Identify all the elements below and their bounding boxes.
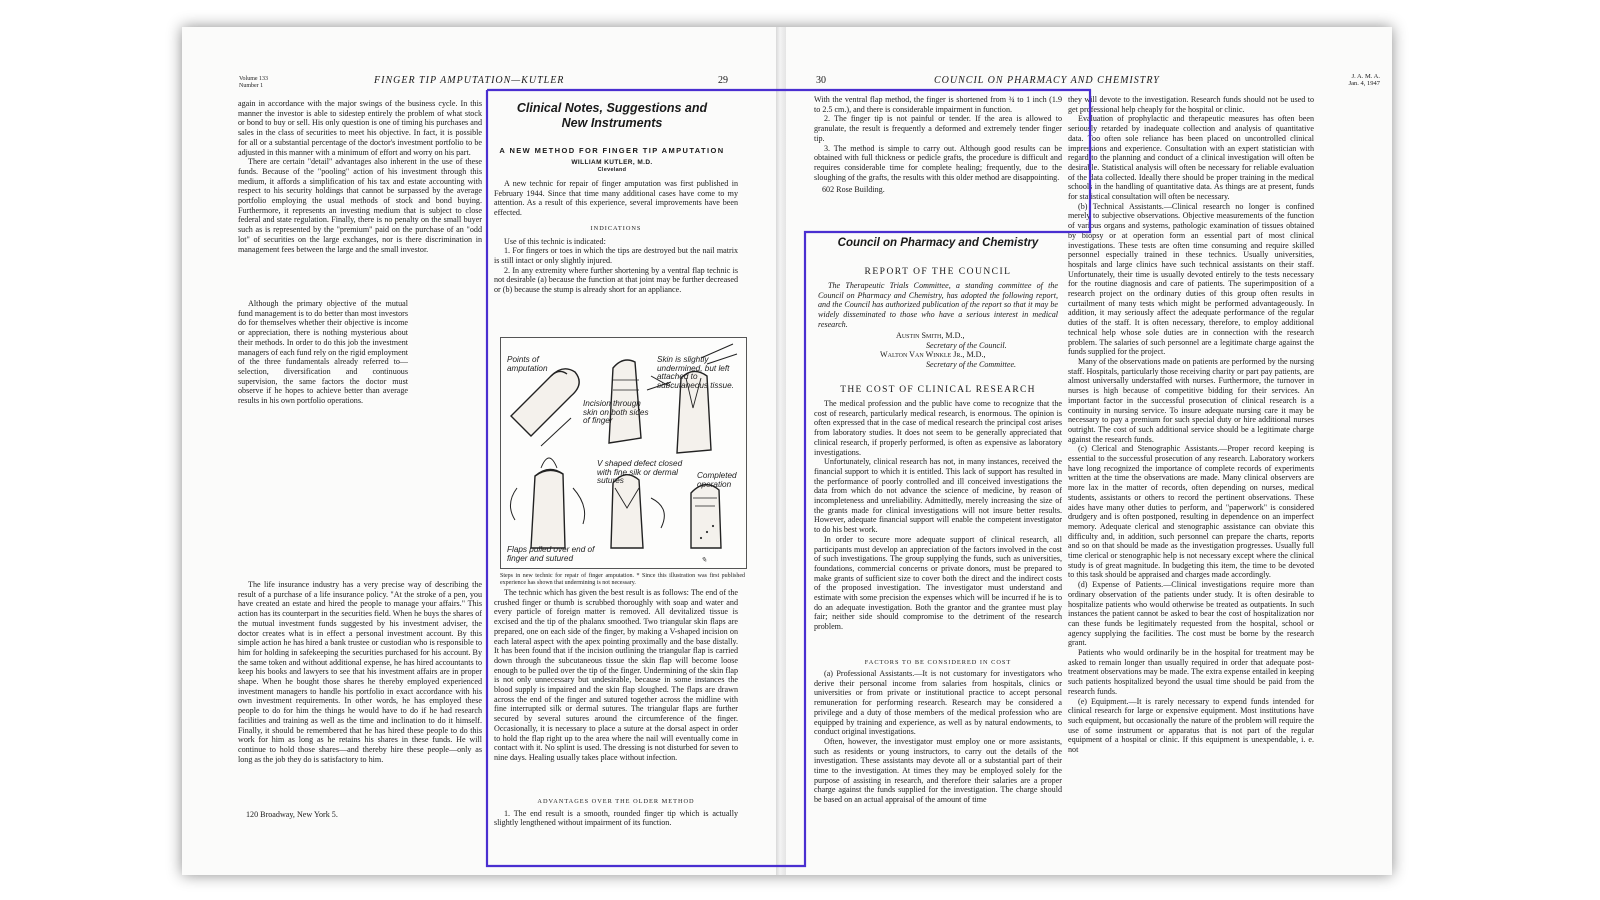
author-address: 120 Broadway, New York 5. [246,810,338,819]
rose-address: 602 Rose Building. [822,185,885,195]
cost-column [814,399,1062,657]
indication-item: 2. In any extremity where further shortening by a ventral flap technic is not desirable (a) because the function at that joint may be further decreased or (b) because the stump is already short for an appliance. [494,265,738,295]
factor-a: (a) Professional Assistants.—It is not customary for investigators who derive their personal income from salaries from hospitals, clinics or universities or from private or institutional practice to accept personal remuneration for performing research. Research may be considered a privilege and a duty of those members of the medical profession who are equipped by training and experience, as well as by natural endowments, to conduct original investigations. [814,669,1062,737]
report-heading: REPORT OF THE COUNCIL [864,267,1012,277]
right-running-head: COUNCIL ON PHARMACY AND CHEMISTRY [934,75,1160,86]
intro-paragraph: A new technic for repair of finger amputation was first published in February 1944. Since that time many additional cases have come to my attention. As a result of this experience, several improvements have been effected. [494,179,738,218]
advantages-heading: ADVANTAGES OVER THE OLDER METHOD [537,798,695,805]
col4-paragraph: (e) Equipment.—It is rarely necessary to expend funds intended for clinical research for large or expensive equipment. Most institutions have such equipment, but occasionally the nature of the problem will require the use of some instrument or apparatus that is not part of the regular equipment of a hospital or clinic. If this equipment is unexpendable, i. e. not [1068,696,1314,755]
clinical-intro [494,179,738,295]
signature-role: Secretary of the Council. [926,340,1007,350]
cost-paragraph: The medical profession and the public have come to recognize that the cost of research, particularly medical research, is enormous. The opinion is often expressed that in the case of medical research the principal cost arises from laboratory studies. It does not seem to be generally appreciated that clinical research, if properly performed, is often as expensive as laboratory investigations. [814,399,1062,457]
right-page-number: 30 [816,75,826,86]
investment-column-bottom [238,580,482,820]
signature-role: Secretary of the Committee. [926,360,1017,370]
page-gutter [776,27,786,875]
label-completed-operation: Completed operation [697,471,737,489]
figure-caption: Steps in new technic for repair of finger amputation. * Since this illustration was first published experience has shown that undermining is not necessary. [500,573,745,586]
article-author: WILLIAM KUTLER, M.D. [571,159,653,166]
col4-paragraph: Patients who would ordinarily be in the hospital for treatment may be asked to remain longer than usually required in order that adequate post-treatment observations may be made. The extra expense entailed in keeping such patients hospitalized beyond the usual time should be paid from the research funds. [1068,648,1314,696]
col4-paragraph: Evaluation of prophylactic and therapeutic measures has often been seriously retarded by inadequate collection and analysis of quantitative data. Too often sole reliance has been placed on uncontrolled clinical impressions and experience. Consultation with an expert statistician with regard to the planning and conduct of a clinical investigation will often be desirable. Statistical analysis will often be necessary for reliable evaluation of the data collected. Ideally there should be proper training in the medical schools in the handling of quantitative data. As things are at present, funds for statistical consultation will often be necessary. [1068,114,1314,202]
continued-paragraph: 2. The finger tip is not painful or tender. If the area is allowed to granulate, the result is frequently a deformed and extremely tender finger tip. [814,114,1062,143]
cost-paragraph: Unfortunately, clinical research has not, in many instances, received the financial support to which it is entitled. This lack of support has resulted in the performance of poorly controlled and ill conceived investigations the data from which do not advance the science of medicine, by reason of incompleteness and unreliability. Admittedly, merely increasing the size of the grants made for clinical investigations will not insure better results. However, adequate financial support will enable the competent investigator to do his best work. [814,457,1062,535]
investment-paragraph: Although the primary objective of the mutual fund management is to do better than most investors do for themselves whether their objective is income or appreciation, there is nothing mysterious about their methods. In order to do this job the investment managers of each fund rely on the rigid employment of the three fundamentals already referred to—selection, diversification and continuous supervision, the same factors the doctor must observe if he hopes to achieve better than average results in his own portfolio operations. [238,299,408,406]
col4-paragraph: Many of the observations made on patients are performed by the nursing staff. Hospitals, particularly those receiving charity or part pay patients, are almost universally understaffed with nurses. Furthermore, the turnover in nurses is high because of competitive bidding for their services. An important factor in the successful prosecution of clinical research is a continuity in nursing service. To insure adequate nursing care it may be necessary to pay a premium for such special duty or hire additional nurses outright. The cost of such additional service should be a legitimate charge against the research funds. [1068,356,1314,444]
amputation-illustration [500,337,747,569]
technic-column [494,588,738,798]
article-location: Cleveland [597,167,627,173]
report-intro [818,281,1058,330]
right-page [786,27,1392,875]
col4-column [1068,95,1314,823]
investment-column-narrow [238,299,408,577]
signature-name: Austin Smith, M.D., [896,331,965,340]
label-points-of-amputation: Points of amputation [507,355,548,373]
left-running-head: FINGER TIP AMPUTATION—KUTLER [374,75,565,86]
label-flaps-pulled: Flaps pulled over end of finger and sutured [507,545,595,563]
col4-paragraph: (d) Expense of Patients.—Clinical investigations require more than ordinary observation of the patients under study. It is often desirable to hospitalize patients who would otherwise be treated as outpatients. In such instances the patient cannot be asked to bear the cost of hospitalization nor can these funds be legitimately requested from the hospital, school or agency supplying the facilities. The cost must be borne by the research grant. [1068,580,1314,648]
section-title: Clinical Notes, Suggestions and New Instruments [516,101,708,130]
signatures [880,331,1062,370]
investment-paragraph: The life insurance industry has a very precise way of describing the result of a purchase of a life insurance policy. "At the stroke of a pen, you have created an estate and hired the people to manage your affairs." This action has its counterpart in the securities field. When he buys the shares of the mutual investment funds suggested by his investment adviser, the doctor creates what is in effect a personal investment account. By this simple action he has hired a bank trustee or custodian who is responsible to him for holding in safekeeping the securities purchased for his account. By the same token and without additional expense, he has hired accountants to keep his books and lawyers to see that his investment affairs are in proper shape. When he bought those shares he thereby employed experienced investment managers to handle his portfolio in exact accordance with his own investment requirements. In other words, he has employed these people to do for him the things he would have to do if he had research facilities and training as well as the time and inclination to do it himself. Finally, it should be remembered that he has hired these people to do this work for him as long as he retains his shares in these funds. He will continue to hold those shares—and thereby hire these people—only as long as the job they do is satisfactory to him. [238,580,482,764]
factors-column [814,669,1062,824]
journal-spread [182,27,1392,875]
article-title: A NEW METHOD FOR FINGER TIP AMPUTATION [499,146,725,155]
clinical-notes-header [487,99,737,173]
continued-paragraph: 3. The method is simple to carry out. Although good results can be obtained with full thickness or pedicle grafts, the procedure is difficult and requires considerable time for complete healing; frequently, due to the sloughing of the grafts, the results with this older method are disappointing. [814,143,1062,182]
continued-column [814,95,1062,195]
advantages-block [494,797,738,828]
left-page-number: 29 [718,75,728,86]
signature-name: Walton Van Winkle Jr., M.D., [880,350,986,360]
technic-paragraph: The technic which has given the best result is as follows: The end of the crushed finger or thumb is scrubbed thoroughly with soap and water and every particle of foreign matter is removed. All devitalized tissue is excised and the tip of the phalanx smoothed. Two triangular skin flaps are prepared, one on each side of the finger, by making a V-shaped incision on each lateral aspect with the apex pointing proximally and the base distally. It has been found that if the incision outlining the triangular flap is carried down through the subcutaneous tissue the skin flap will become loose enough to be pulled over the tip of the finger. Undermining of the skin flap is not only unnecessary but undesirable, because in some instances the blood supply is impaired and the skin flap sloughed. The flaps are drawn across the end of the finger and sutured together across the midline with fine interrupted silk or dermal sutures. The triangular flaps are further secured by several sutures around the circumference of the finger. Occasionally, it is necessary to place a suture at the dorsal aspect in order to hold the flap right up to the area where the nail will eventually come in contact with it. No splint is used. The dressing is not disturbed for seven to nine days. Healing usually takes place without infection. [494,588,738,762]
volume-label: Volume 133 Number 1 [239,76,269,89]
svg-text:✎: ✎ [701,556,707,564]
cost-heading: THE COST OF CLINICAL RESEARCH [840,385,1036,395]
continued-paragraph: With the ventral flap method, the finger is shortened from ¾ to 1 inch (1.9 to 2.5 cm.), and there is considerable impairment in function. [814,95,1062,114]
advantage-item: 1. The end result is a smooth, rounded finger tip which is actually slightly lengthened without impairment of its function. [494,808,738,828]
cost-paragraph: In order to secure more adequate support of clinical research, all participants must develop an appreciation of the factors involved in the cost of such investigations. The group supplying the funds, such as universities, foundations, commercial concerns or private donors, must be prepared to make grants of sufficient size to cover both the direct and the indirect costs of the proposed investigation. The investigator must understand and estimate with some precision the expenses which will be incurred if he is to do an adequate investigation. Both the grantor and the grantee must play fair; neither side should compromise to the detriment of the research problem. [814,534,1062,632]
factor-a-continued: Often, however, the investigator must employ one or more assistants, such as residents or young instructors, to carry out the details of the investigation. These assistants may devote all or a substantial part of their time to the investigation. At times they may be employed solely for the purpose of assisting in research, and therefore their salaries are a proper charge against the funds supplied for the investigation. The charge should be based on an actual appraisal of the amount of time [814,736,1062,805]
journal-date: J. A. M. A. Jan. 4, 1947 [1348,73,1380,87]
col4-paragraph: (c) Clerical and Stenographic Assistants.—Proper record keeping is essential to the successful prosecution of any research. Laboratory workers have long recognized the importance of complete records of experiments written at the time the observations are made. Many clinical observers are more lax in the matter of records, often depending on nurses, medical students, assistants or others to record the pertinent observations. These aides have many other duties to perform, and "paperwork" is considered drudgery and is often postponed, resulting in dependence on an imperfect memory. Adequate clerical and stenographic assistance can obviate this difficulty and, in addition, such personnel can prepare the charts, reports and so on that should be made as the investigation progresses. Usually full time clerical or stenographic help is not necessary except where the clinical study is of great magnitude. In budgeting this item, the time to be devoted to this task should be appraised and charges made accordingly. [1068,444,1314,580]
indications-lead: Use of this technic is indicated: [504,236,606,246]
investment-column-top [238,99,482,299]
indication-item: 1. For fingers or toes in which the tips are destroyed but the nail matrix is still intact or only slightly injured. [494,246,738,265]
left-page [182,27,776,875]
col4-paragraph: they will devote to the investigation. Research funds should not be used to get professional help cheaply for the hospital or clinic. [1068,95,1314,114]
factors-heading: FACTORS TO BE CONSIDERED IN COST [864,659,1012,666]
indications-heading: INDICATIONS [590,224,642,232]
label-skin-undermined: Skin is slightly undermined, but left attached to subcutaneous tissue. [657,355,734,390]
label-v-shaped-defect: V shaped defect closed with fine silk or dermal sutures [597,459,683,485]
label-incision: Incision through skin on both sides of finger [583,399,649,425]
investment-paragraph: again in accordance with the major swings of the business cycle. In this manner the investor is able to sidestep entirely the problem of what stock or bond to buy or sell. His only question is one of timing his purchases and sales in the class of securities to meet his objective. In fact, it is possible for all or a substantial percentage of the doctor's investment portfolio to be adjusted in this manner with a minimum of effort and worry on his part. [238,99,482,157]
report-intro-text: The Therapeutic Trials Committee, a standing committee of the Council on Pharmacy and Chemistry, has adopted the following report, and the Council has authorized publication of the report so that it may be widely disseminated to those who have a serious interest in medical research. [818,281,1058,329]
investment-paragraph: There are certain "detail" advantages also inherent in the use of these funds. Because of the "pooling" action of his investment through this medium, it affords a simplification of his tax and estate accounting with respect to his security holdings that cannot be surpassed by the average portfolio employing the usual methods of stock and bond buying. Furthermore, it represents an investing medium that is subject to close federal and state regulation. Finally, there is no penalty on the small buyer such as is represented by the "premium" paid on the purchase of an "odd lot" of securities on the large exchanges, nor is there discrimination in management fees between the large and the small investor. [238,157,482,254]
council-title: Council on Pharmacy and Chemistry [837,237,1039,249]
col4-paragraph: (b) Technical Assistants.—Clinical research no longer is confined merely to subjective observations. Objective measurements of the function of various organs and systems, pathologic examination of tissues obtained by biopsy or at operation form an essential part of most clinical investigations. These tests are often time consuming and require skilled personnel especially trained in these technics. Usually universities, hospitals and large clinics have such technical assistants on their staff. Unfortunately, their time is usually devoted entirely to the tests necessary for the routine diagnosis and care of patients. The superimposition of a research project on the ordinary duties of this group often results in curtailment of many tests which might be performed advantageously. In addition, it may seriously affect the adequate performance of the regular duties of the staff. It is often necessary, therefore, to employ additional technical help whose sole duties are in connection with the research problem. The salaries of such personnel are a legitimate charge against the funds supplied for the project. [1068,201,1314,357]
